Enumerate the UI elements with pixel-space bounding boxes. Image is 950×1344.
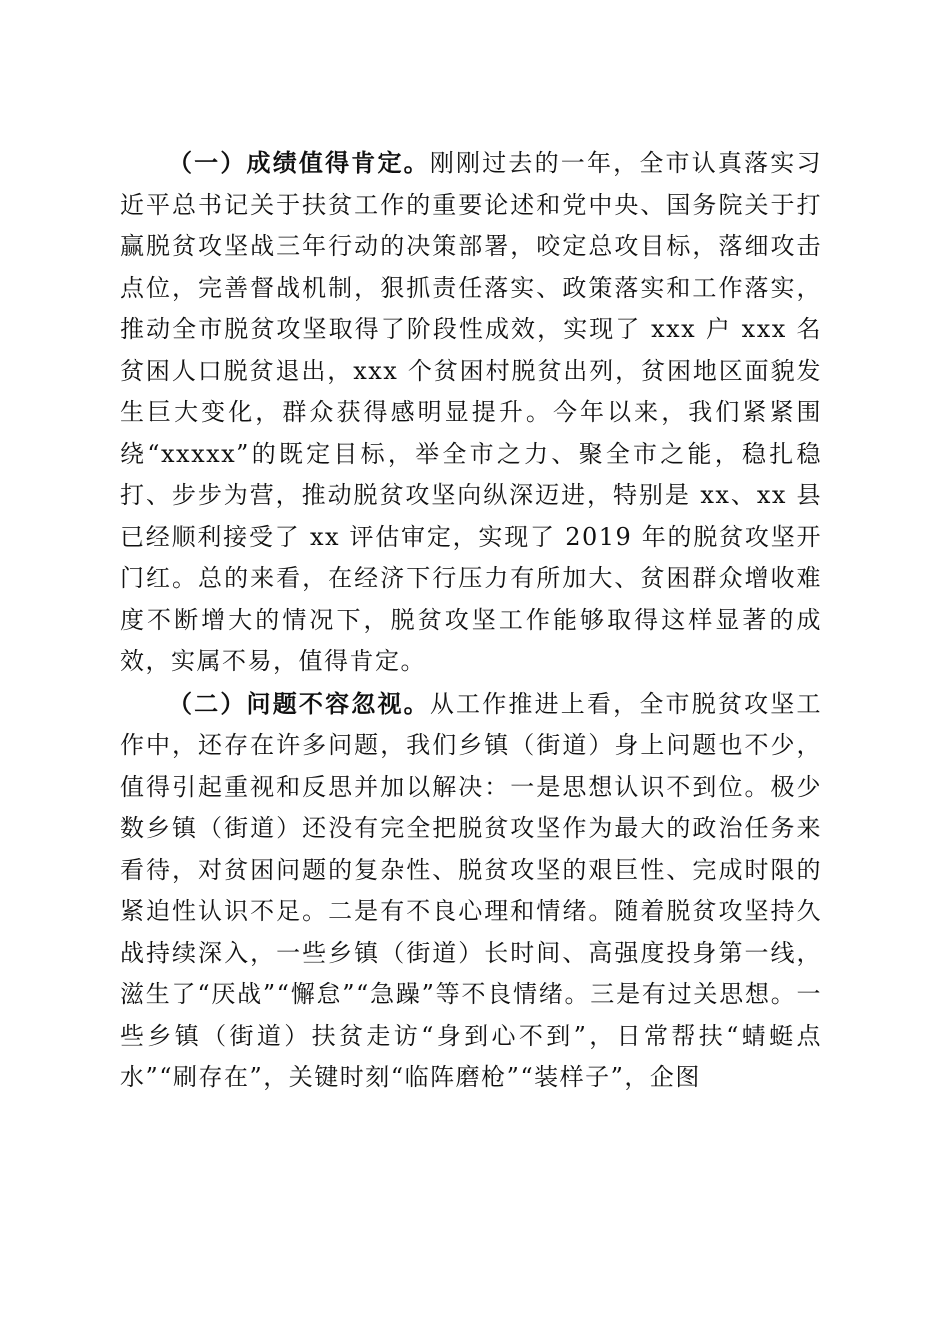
paragraph-text: 从工作推进上看，全市脱贫攻坚工作中，还存在许多问题，我们乡镇（街道）身上问题也不少，值得引起重视和反思并加以解决：一是思想认识不到位。极少数乡镇（街道）还没有完全把脱贫攻坚作为最大的政治任务来看待，对贫困问题的复杂性、脱贫攻坚的艰巨性、完成时限的紧迫性认识不足。二是有不良心理和情绪。随着脱贫攻坚持久战持续深入，一些乡镇（街道）长时间、高强度投身第一线，滋生了“厌战”“懈怠”“急躁”等不良情绪。三是有过关思想。一些乡镇（街道）扶贫走访“身到心不到”，日常帮扶“蜻蜓点水”“刷存在”，关键时刻“临阵磨枪”“装样子”，企图 xyxy=(120,689,822,1091)
paragraph-achievements xyxy=(120,142,822,683)
paragraph-text: 刚刚过去的一年，全市认真落实习近平总书记关于扶贫工作的重要论述和党中央、国务院关于打赢脱贫攻坚战三年行动的决策部署，咬定总攻目标，落细攻击点位，完善督战机制，狠抓责任落实、政策落实和工作落实，推动全市脱贫攻坚取得了阶段性成效，实现了 xxx 户 xxx 名贫困人口脱贫退出，xxx 个贫困村脱贫出列，贫困地区面貌发生巨大变化，群众获得感明显提升。今年以来，我们紧紧围绕“xxxxx”的既定目标，举全市之力、聚全市之能，稳扎稳打、步步为营，推动脱贫攻坚向纵深迈进，特别是 xx、xx 县已经顺利接受了 xx 评估审定，实现了 2019 年的脱贫攻坚开门红。总的来看，在经济下行压力有所加大、贫困群众增收难度不断增大的情况下，脱贫攻坚工作能够取得这样显著的成效，实属不易，值得肯定。 xyxy=(120,149,822,675)
paragraph-heading: （二）问题不容忽视。 xyxy=(168,688,430,718)
paragraph-heading: （一）成绩值得肯定。 xyxy=(168,148,430,177)
document-body xyxy=(120,142,822,1099)
paragraph-problems xyxy=(120,683,822,1099)
